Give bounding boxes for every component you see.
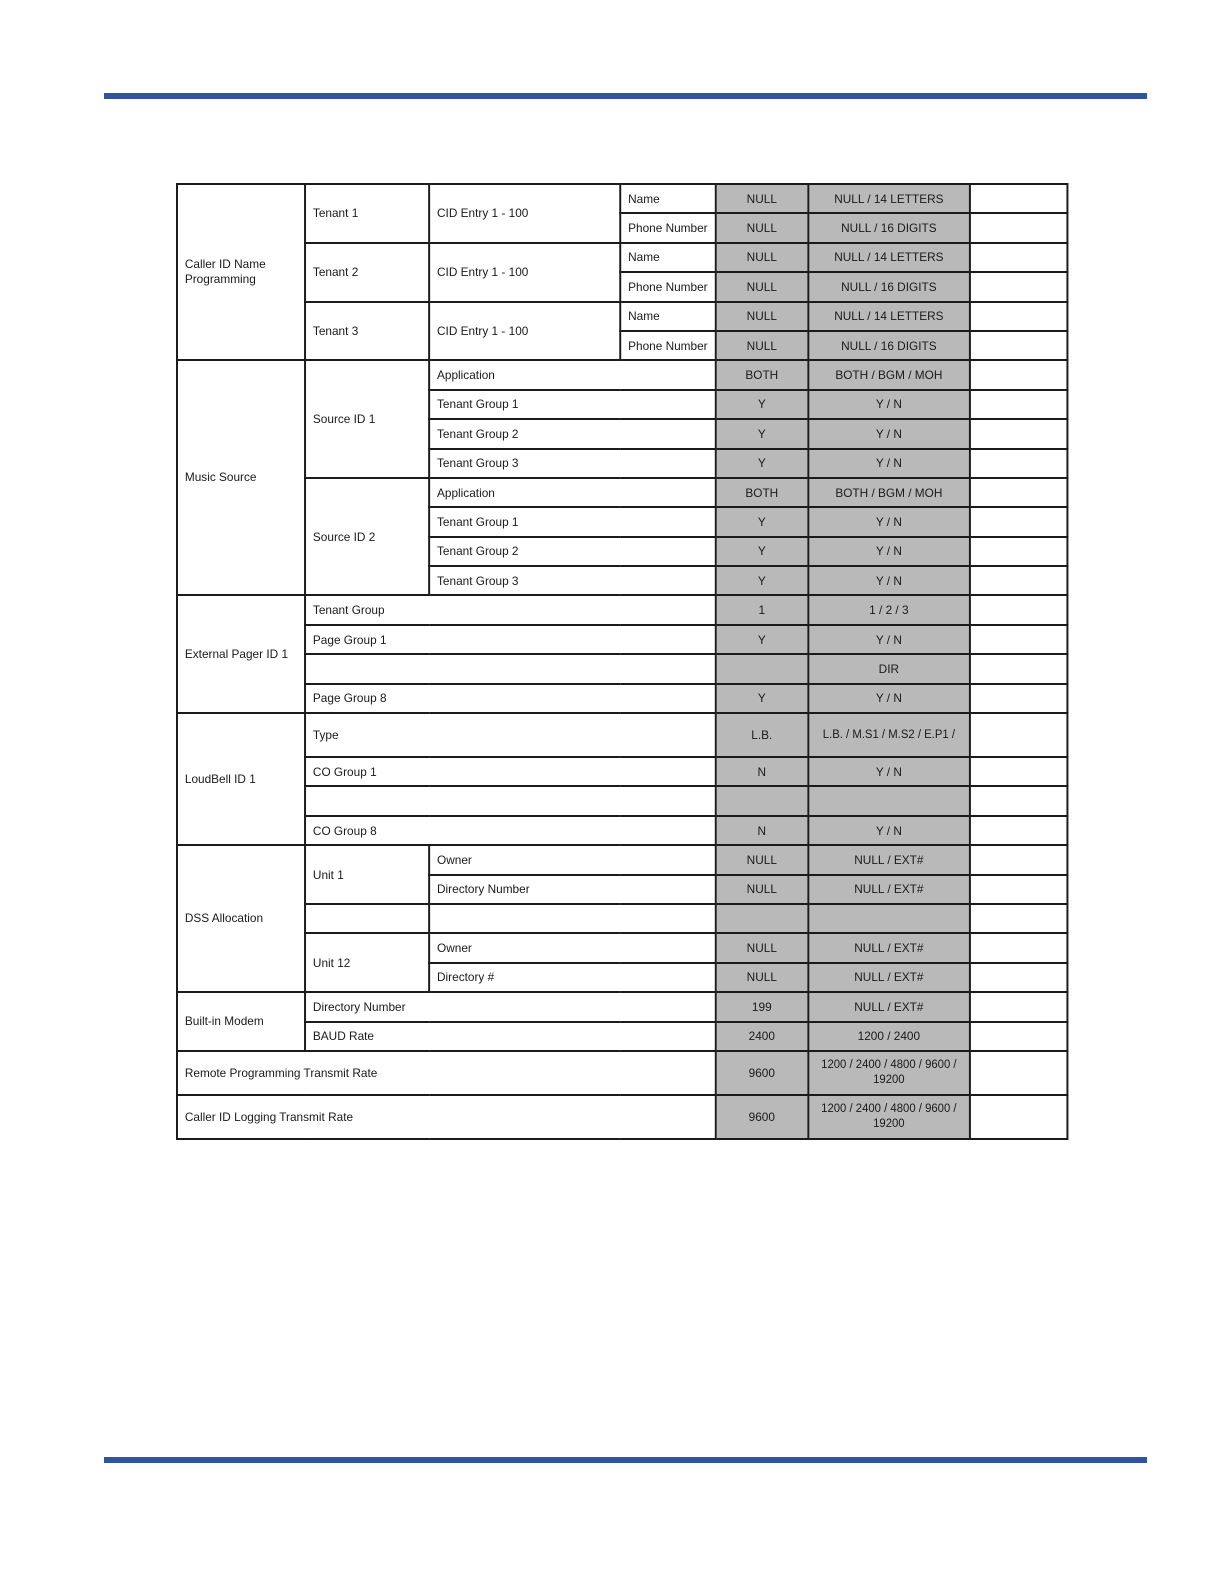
section-label-cid-log: Caller ID Logging Transmit Rate	[177, 1095, 716, 1139]
default-value: Y	[716, 566, 809, 595]
table-row	[177, 684, 1067, 713]
tenant-label: Tenant 2	[305, 243, 429, 302]
field-label: Name	[620, 302, 715, 331]
range-value: Y / N	[808, 757, 970, 786]
tenant-label: Tenant 3	[305, 302, 429, 361]
range-value: NULL / 16 DIGITS	[808, 272, 970, 301]
field-label: CO Group 8	[305, 816, 715, 845]
field-label: Tenant Group	[305, 595, 715, 624]
entry-cell[interactable]	[970, 904, 1068, 933]
entry-cell[interactable]	[970, 478, 1068, 507]
field-label: Owner	[429, 933, 715, 962]
default-value: Y	[716, 390, 809, 419]
entry-cell[interactable]	[970, 390, 1068, 419]
field-label: Type	[305, 713, 715, 757]
range-value: NULL / EXT#	[808, 845, 970, 874]
programming-table	[176, 183, 1068, 1140]
default-value: Y	[716, 625, 809, 654]
range-value: Y / N	[808, 419, 970, 448]
table-row	[177, 757, 1067, 786]
section-label-caller-id: Caller ID Name Programming	[177, 184, 305, 360]
default-value: NULL	[716, 302, 809, 331]
range-value: NULL / 16 DIGITS	[808, 331, 970, 360]
table-row	[177, 302, 1067, 331]
cid-entry-label: CID Entry 1 - 100	[429, 243, 620, 302]
entry-cell[interactable]	[970, 1022, 1068, 1051]
field-label: CO Group 1	[305, 757, 715, 786]
table-row	[177, 1095, 1067, 1139]
range-value: Y / N	[808, 537, 970, 566]
field-label: Page Group 1	[305, 625, 715, 654]
entry-cell[interactable]	[970, 845, 1068, 874]
range-value: Y / N	[808, 684, 970, 713]
range-value: BOTH / BGM / MOH	[808, 478, 970, 507]
entry-cell[interactable]	[970, 449, 1068, 478]
table-row	[177, 786, 1067, 815]
entry-cell[interactable]	[970, 757, 1068, 786]
field-label: Directory Number	[305, 992, 715, 1021]
field-label: BAUD Rate	[305, 1022, 715, 1051]
range-value: 1200 / 2400 / 4800 / 9600 / 19200	[808, 1095, 970, 1139]
default-value: Y	[716, 419, 809, 448]
table-row	[177, 184, 1067, 213]
table-row	[177, 478, 1067, 507]
field-label: Phone Number	[620, 213, 715, 242]
range-value: Y / N	[808, 816, 970, 845]
default-value: NULL	[716, 933, 809, 962]
default-value: Y	[716, 537, 809, 566]
header-rule	[104, 93, 1147, 99]
field-label: Application	[429, 478, 715, 507]
field-label: Tenant Group 1	[429, 390, 715, 419]
range-value: Y / N	[808, 449, 970, 478]
entry-cell[interactable]	[970, 213, 1068, 242]
unit-label: Unit 12	[305, 933, 429, 992]
range-value: NULL / 14 LETTERS	[808, 184, 970, 213]
range-value-blank	[808, 904, 970, 933]
entry-cell[interactable]	[970, 537, 1068, 566]
default-value: Y	[716, 507, 809, 536]
entry-cell[interactable]	[970, 625, 1068, 654]
entry-cell[interactable]	[970, 184, 1068, 213]
entry-cell[interactable]	[970, 1051, 1068, 1095]
table-row	[177, 1022, 1067, 1051]
entry-cell[interactable]	[970, 654, 1068, 683]
entry-cell[interactable]	[970, 331, 1068, 360]
table-row	[177, 845, 1067, 874]
tenant-label: Tenant 1	[305, 184, 429, 243]
range-value: 1 / 2 / 3	[808, 595, 970, 624]
section-label-loudbell: LoudBell ID 1	[177, 713, 305, 845]
range-value: NULL / EXT#	[808, 933, 970, 962]
footer-rule	[104, 1457, 1147, 1463]
entry-cell[interactable]	[970, 684, 1068, 713]
range-value: NULL / EXT#	[808, 992, 970, 1021]
default-value: 2400	[716, 1022, 809, 1051]
field-label: Name	[620, 243, 715, 272]
default-value: NULL	[716, 243, 809, 272]
range-value: Y / N	[808, 390, 970, 419]
entry-cell[interactable]	[970, 786, 1068, 815]
default-value: L.B.	[716, 713, 809, 757]
section-label-pager: External Pager ID 1	[177, 595, 305, 713]
field-label: Tenant Group 3	[429, 449, 715, 478]
default-value: 9600	[716, 1095, 809, 1139]
default-value: BOTH	[716, 360, 809, 389]
entry-cell[interactable]	[970, 1095, 1068, 1139]
default-value: NULL	[716, 272, 809, 301]
entry-cell[interactable]	[970, 933, 1068, 962]
default-value: Y	[716, 684, 809, 713]
range-value: Y / N	[808, 625, 970, 654]
section-label-remote: Remote Programming Transmit Rate	[177, 1051, 716, 1095]
section-label-dss: DSS Allocation	[177, 845, 305, 992]
default-value: BOTH	[716, 478, 809, 507]
entry-cell[interactable]	[970, 507, 1068, 536]
field-label-blank	[429, 904, 715, 933]
range-value: 1200 / 2400	[808, 1022, 970, 1051]
default-value: NULL	[716, 213, 809, 242]
entry-cell[interactable]	[970, 875, 1068, 904]
field-label: Name	[620, 184, 715, 213]
entry-cell[interactable]	[970, 963, 1068, 992]
table-row	[177, 992, 1067, 1021]
table-row	[177, 933, 1067, 962]
source-label: Source ID 2	[305, 478, 429, 596]
table-row	[177, 816, 1067, 845]
default-value: NULL	[716, 331, 809, 360]
default-value: 1	[716, 595, 809, 624]
entry-cell[interactable]	[970, 272, 1068, 301]
section-label-modem: Built-in Modem	[177, 992, 305, 1051]
table-row	[177, 360, 1067, 389]
default-value: 9600	[716, 1051, 809, 1095]
table-row	[177, 654, 1067, 683]
entry-cell[interactable]	[970, 713, 1068, 757]
default-value: NULL	[716, 845, 809, 874]
field-label: Tenant Group 1	[429, 507, 715, 536]
range-value: NULL / 14 LETTERS	[808, 243, 970, 272]
section-label-music: Music Source	[177, 360, 305, 595]
range-value: Y / N	[808, 507, 970, 536]
field-label: Application	[429, 360, 715, 389]
field-label: Tenant Group 3	[429, 566, 715, 595]
entry-cell[interactable]	[970, 243, 1068, 272]
default-value	[716, 654, 809, 683]
range-value: NULL / 14 LETTERS	[808, 302, 970, 331]
default-value: N	[716, 757, 809, 786]
entry-cell[interactable]	[970, 360, 1068, 389]
cid-entry-label: CID Entry 1 - 100	[429, 302, 620, 361]
default-value: Y	[716, 449, 809, 478]
entry-cell[interactable]	[970, 992, 1068, 1021]
range-value: 1200 / 2400 / 4800 / 9600 / 19200	[808, 1051, 970, 1095]
field-label: Page Group 8	[305, 684, 715, 713]
range-value: NULL / EXT#	[808, 875, 970, 904]
default-value: 199	[716, 992, 809, 1021]
default-value: N	[716, 816, 809, 845]
range-value: NULL / 16 DIGITS	[808, 213, 970, 242]
range-value: NULL / EXT#	[808, 963, 970, 992]
unit-label: Unit 1	[305, 845, 429, 904]
entry-cell[interactable]	[970, 595, 1068, 624]
entry-cell[interactable]	[970, 816, 1068, 845]
table-row	[177, 1051, 1067, 1095]
field-label: Directory #	[429, 963, 715, 992]
range-value: DIR	[808, 654, 970, 683]
field-label: Owner	[429, 845, 715, 874]
table-row	[177, 595, 1067, 624]
cid-entry-label: CID Entry 1 - 100	[429, 184, 620, 243]
field-label: Phone Number	[620, 272, 715, 301]
default-value-blank	[716, 904, 809, 933]
field-label	[305, 654, 715, 683]
table-row	[177, 713, 1067, 757]
field-label	[305, 786, 715, 815]
range-value	[808, 786, 970, 815]
unit-label-blank	[305, 904, 429, 933]
field-label: Tenant Group 2	[429, 537, 715, 566]
default-value: NULL	[716, 184, 809, 213]
table-row	[177, 243, 1067, 272]
source-label: Source ID 1	[305, 360, 429, 478]
range-value: BOTH / BGM / MOH	[808, 360, 970, 389]
default-value: NULL	[716, 875, 809, 904]
table-row	[177, 625, 1067, 654]
table-row	[177, 904, 1067, 933]
field-label: Tenant Group 2	[429, 419, 715, 448]
range-value: Y / N	[808, 566, 970, 595]
field-label: Phone Number	[620, 331, 715, 360]
range-value: L.B. / M.S1 / M.S2 / E.P1 /	[808, 713, 970, 757]
default-value	[716, 786, 809, 815]
entry-cell[interactable]	[970, 419, 1068, 448]
entry-cell[interactable]	[970, 566, 1068, 595]
entry-cell[interactable]	[970, 302, 1068, 331]
field-label: Directory Number	[429, 875, 715, 904]
default-value: NULL	[716, 963, 809, 992]
